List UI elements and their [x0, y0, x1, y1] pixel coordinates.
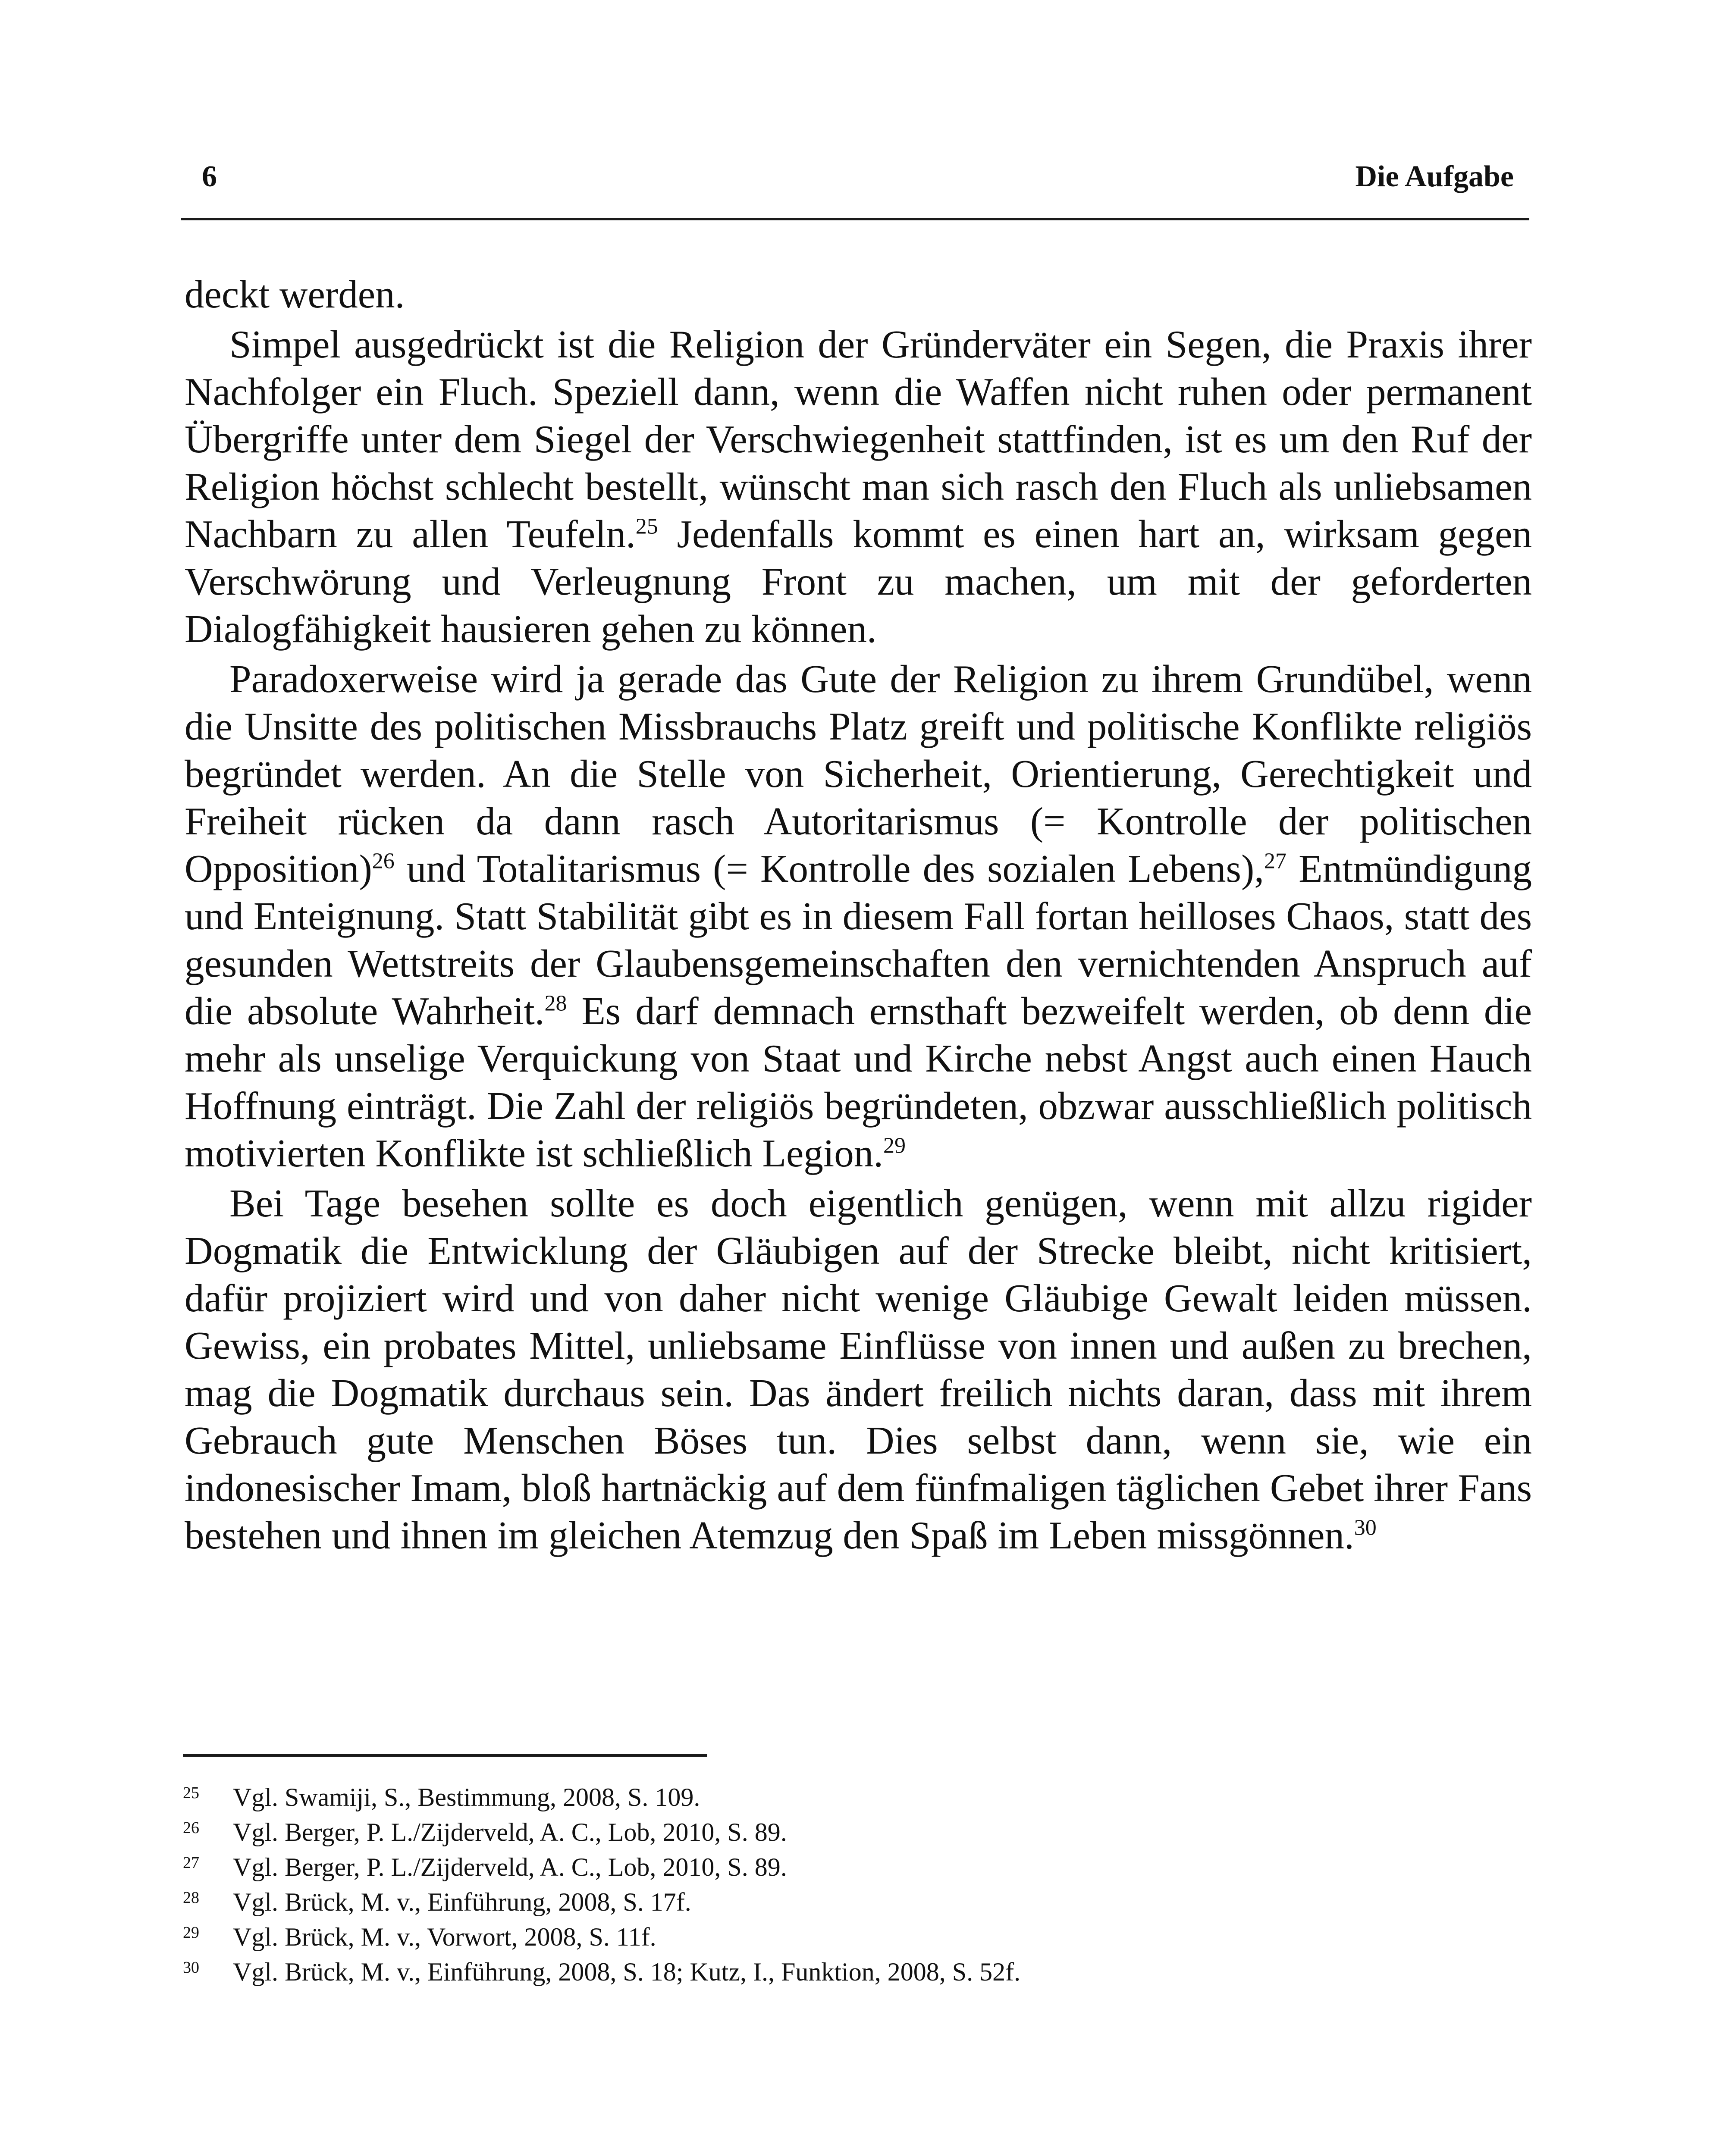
footnote-number: 26 [183, 1819, 199, 1837]
text-run: Es darf demnach ernsthaft bezweifelt werden, ob denn die mehr als unselige Verquickung von Staat und Kirche nebst Angst auch einen Hauch Hoffnung einträgt. Die Zahl der religiös begründeten, obzwar ausschließlich politisch motivierten Konflikte ist schließlich Legion. [185, 989, 1532, 1175]
text-run: und Totalitarismus (= Kontrolle des sozialen Lebens), [394, 847, 1264, 890]
footnote-number: 30 [183, 1959, 199, 1977]
text-run: Bei Tage besehen sollte es doch eigentlich genügen, wenn mit allzu rigider Dogmatik die Entwicklung der Gläubigen auf der Strecke bleibt, nicht kritisiert, dafür projiziert wird und von daher nicht wenige Gläubige Gewalt leiden müssen. Gewiss, ein probates Mittel, unliebsame Einflüsse von innen und außen zu brechen, mag die Dogmatik durchaus sein. Das ändert freilich nichts daran, dass mit ihrem Gebrauch gute Menschen Böses tun. Dies selbst dann, wenn sie, wie ein indonesischer Imam, bloß hartnäckig auf dem fünfmaligen täglichen Gebet ihrer Fans bestehen und ihnen im gleichen Atemzug den Spaß im Leben missgönnen. [185, 1181, 1532, 1557]
paragraph [185, 271, 1532, 318]
footnote [183, 1850, 1520, 1885]
running-header [181, 160, 1529, 220]
footnote [183, 1955, 1520, 1990]
text-run: Entmündigung und Enteignung. Statt Stabilität gibt es in diesem Fall fortan heilloses Chaos, statt des gesunden Wettstreits der Glaubensgemeinschaften den vernichtenden Anspruch auf die absolute Wahrheit. [185, 847, 1532, 1033]
footnote-reference[interactable]: 28 [544, 991, 567, 1016]
footnote-text: Vgl. Brück, M. v., Vorwort, 2008, S. 11f. [233, 1923, 656, 1951]
footnote-reference[interactable]: 30 [1354, 1515, 1377, 1540]
footnote-text: Vgl. Berger, P. L./Zijderveld, A. C., Lob, 2010, S. 89. [233, 1818, 787, 1846]
paragraph [185, 655, 1532, 1177]
text-run: Simpel ausgedrückt ist die Religion der Gründerväter ein Segen, die Praxis ihrer Nachfolger ein Fluch. Speziell dann, wenn die Waffen nicht ruhen oder permanent Übergriffe unter dem Siegel der Verschwiegenheit stattfinden, ist es um den Ruf der Religion höchst schlecht bestellt, wünscht man sich rasch den Fluch als unliebsamen Nachbarn zu allen Teufeln. [185, 323, 1532, 556]
footnote-number: 28 [183, 1889, 199, 1907]
footnote-reference[interactable]: 29 [883, 1133, 906, 1158]
text-run: Jedenfalls kommt es einen hart an, wirksam gegen Verschwörung und Verleugnung Front zu machen, um mit der geforderten Dialogfähigkeit hausieren gehen zu können. [185, 512, 1532, 651]
page-number: 6 [202, 160, 217, 193]
footnote-reference[interactable]: 27 [1264, 849, 1287, 874]
footnote-number: 29 [183, 1924, 199, 1942]
paragraph [185, 1180, 1532, 1559]
footnote-text: Vgl. Berger, P. L./Zijderveld, A. C., Lob, 2010, S. 89. [233, 1853, 787, 1881]
footnotes [183, 1780, 1520, 1990]
footnote [183, 1885, 1520, 1920]
body-text [185, 271, 1532, 1562]
footnote-number: 27 [183, 1854, 199, 1872]
footnote [183, 1815, 1520, 1850]
text-run: deckt werden. [185, 273, 405, 316]
footnote-text: Vgl. Swamiji, S., Bestimmung, 2008, S. 109. [233, 1783, 700, 1811]
paragraph [185, 321, 1532, 653]
footnote-reference[interactable]: 26 [372, 849, 395, 874]
footnote [183, 1920, 1520, 1955]
running-title: Die Aufgabe [1355, 160, 1514, 193]
footnote-text: Vgl. Brück, M. v., Einführung, 2008, S. 17f. [233, 1888, 691, 1916]
footnote-reference[interactable]: 25 [635, 514, 658, 539]
text-run: Paradoxerweise wird ja gerade das Gute der Religion zu ihrem Grundübel, wenn die Unsitte des politischen Missbrauchs Platz greift und politische Konflikte religiös begründet werden. An die Stelle von Sicherheit, Orientierung, Gerechtigkeit und Freiheit rücken da dann rasch Autoritarismus (= Kontrolle der politischen Opposition) [185, 657, 1532, 890]
footnote [183, 1780, 1520, 1815]
footnote-text: Vgl. Brück, M. v., Einführung, 2008, S. 18; Kutz, I., Funktion, 2008, S. 52f. [233, 1958, 1021, 1986]
footnote-separator [183, 1754, 707, 1757]
footnote-number: 25 [183, 1784, 199, 1802]
